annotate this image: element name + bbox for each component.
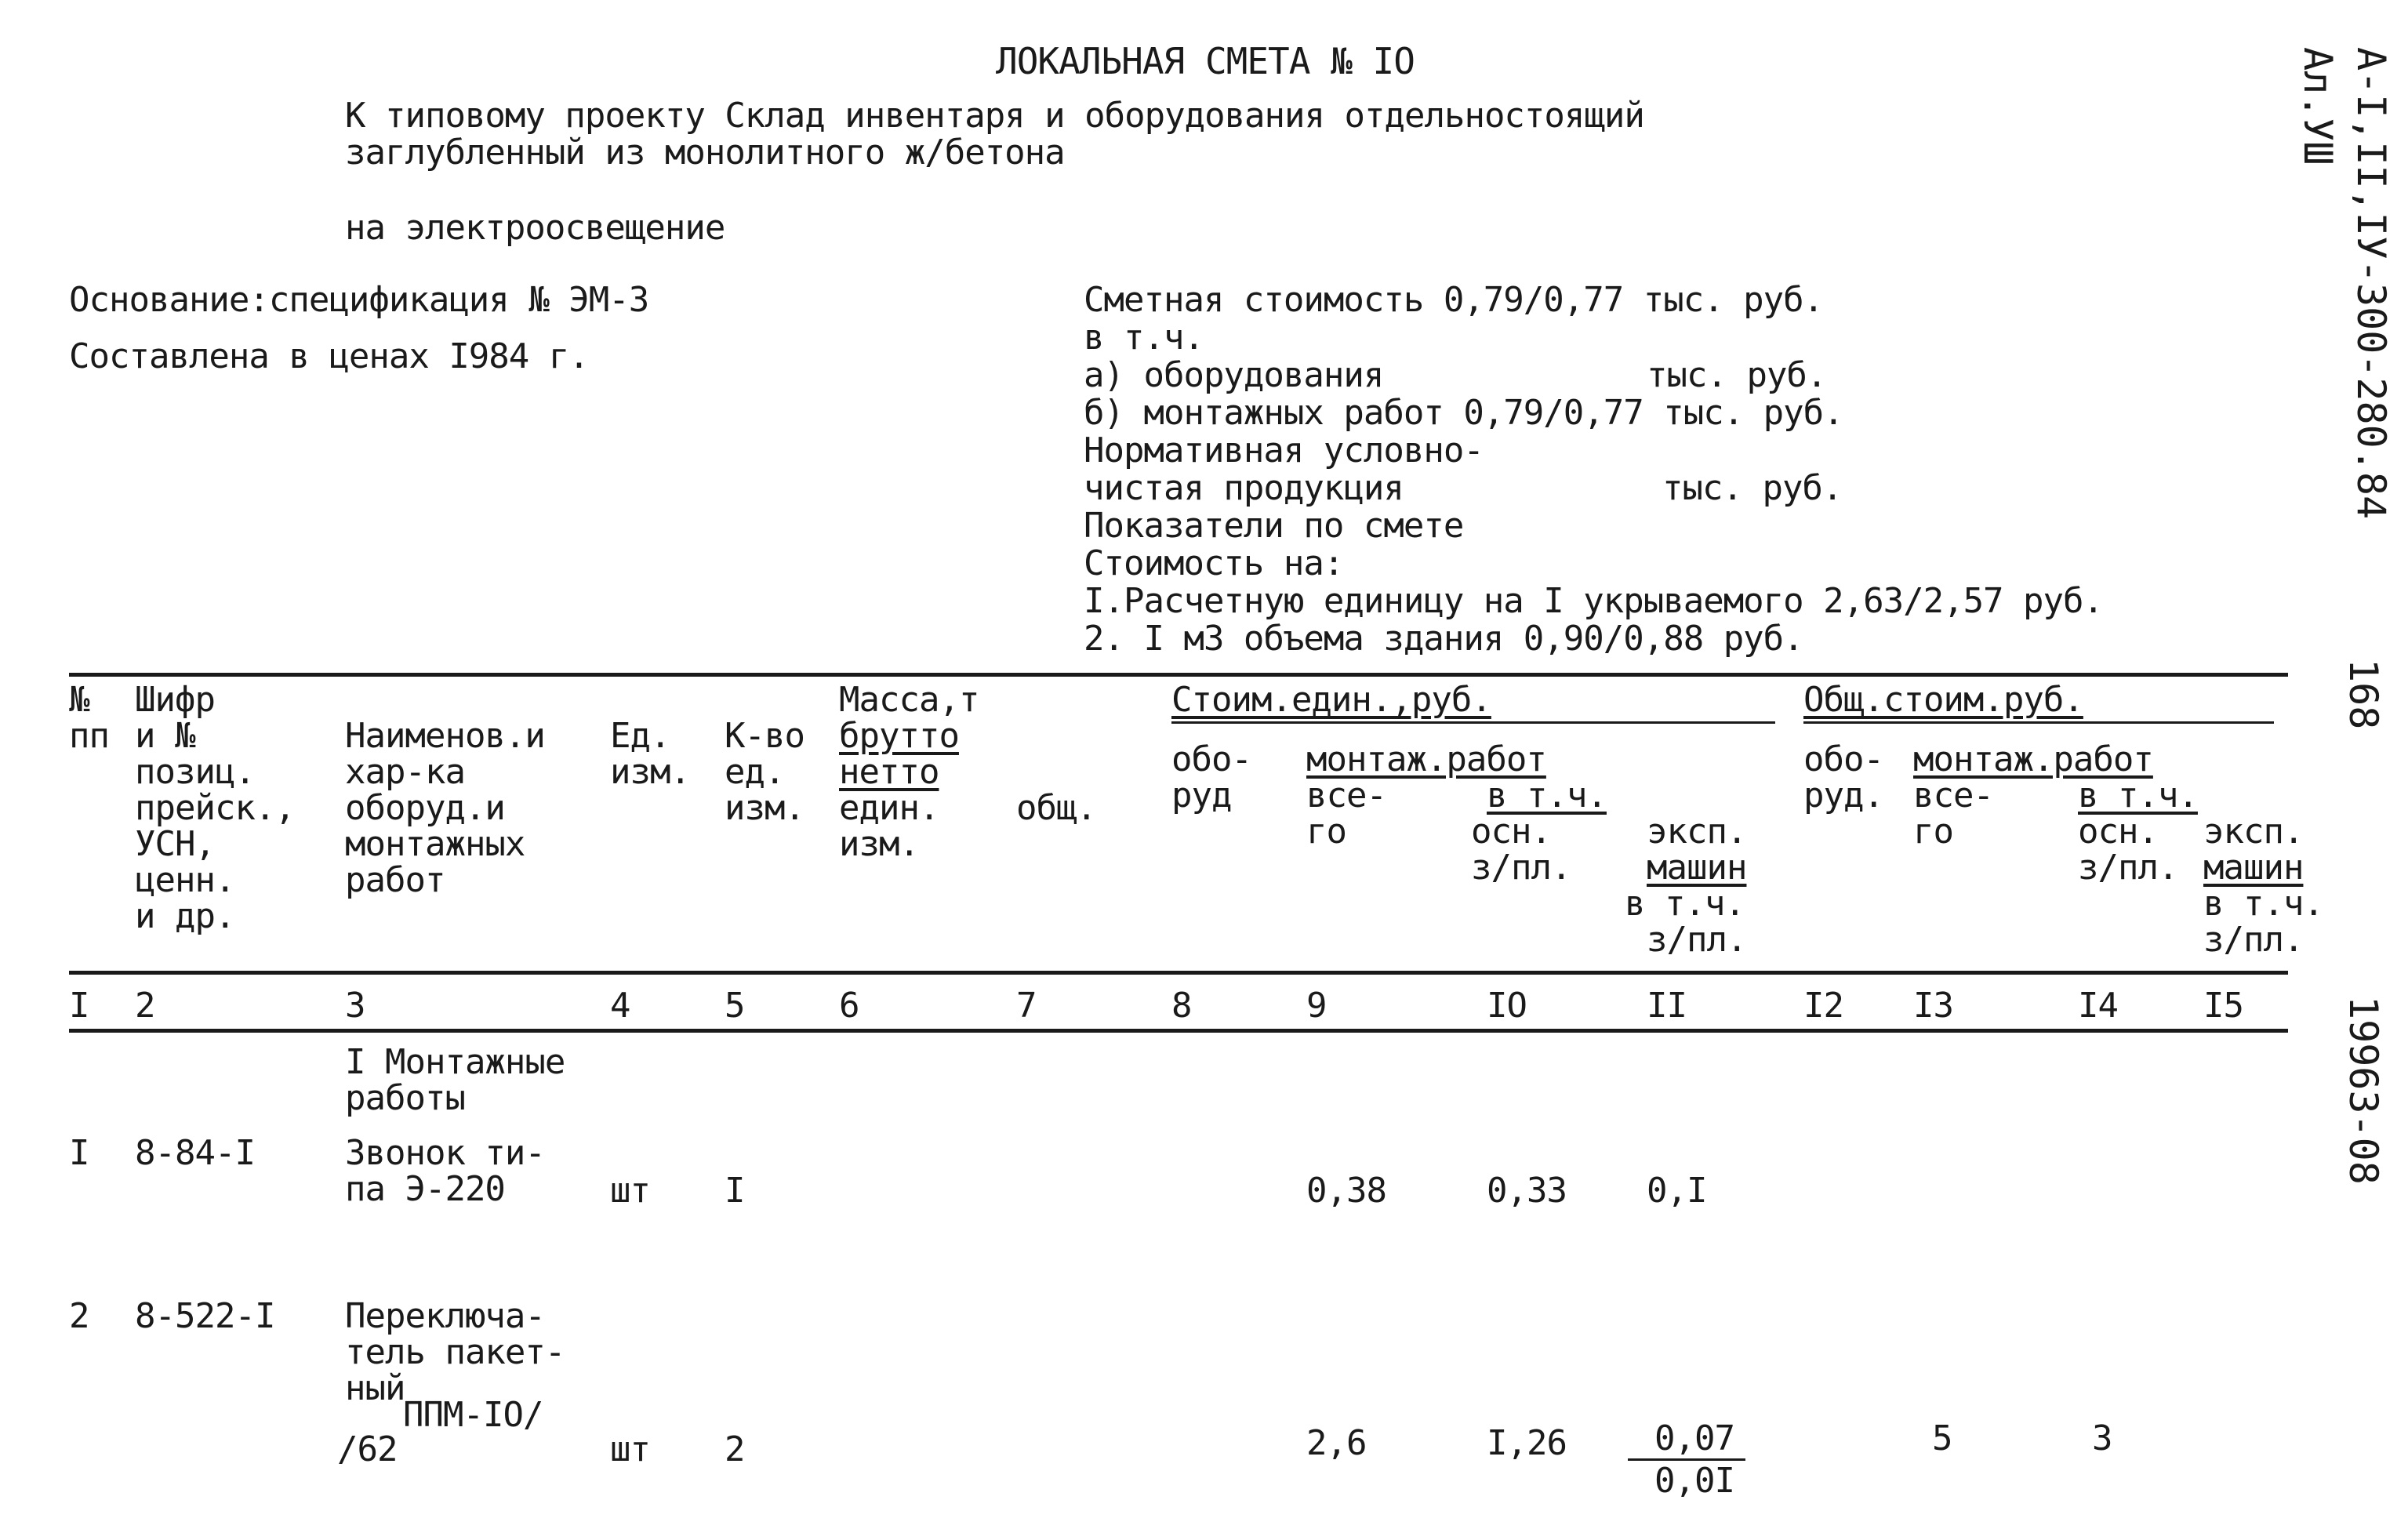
header-name-3: оборуд.и — [345, 788, 505, 828]
col-number: 3 — [345, 986, 365, 1026]
header-mass-netto: нетто — [839, 752, 939, 792]
header-total-machines-incl: в т.ч. — [2203, 884, 2323, 924]
header-unit-cost-group: Стоим.един.,руб. — [1171, 680, 1491, 720]
header-code-2: и № — [135, 716, 195, 756]
column-number-rule — [69, 1029, 2288, 1033]
col-number: 2 — [135, 986, 155, 1026]
summary-normative-1: Нормативная условно- — [1084, 430, 1484, 470]
section-title-2: работы — [345, 1078, 465, 1118]
summary-including: в т.ч. — [1084, 318, 1204, 358]
header-total-incl: в т.ч. — [2078, 775, 2198, 815]
col-number: 5 — [725, 986, 745, 1026]
header-total-base-pay-2: з/пл. — [2078, 848, 2178, 888]
header-qty-2: ед. — [725, 752, 785, 792]
summary-unit-cost: I.Расчетную единицу на I укрываемого 2,63/2,57 руб. — [1084, 581, 2104, 621]
header-code-1: Шифр — [135, 680, 215, 720]
page-number: 168 — [2341, 659, 2386, 730]
row-qty: I — [725, 1171, 745, 1211]
header-total-base-pay-1: осн. — [2078, 812, 2158, 852]
header-unit-machines-u: машин — [1647, 848, 1747, 888]
header-mass-unit-2: изм. — [839, 824, 919, 864]
header-unit-equip-1: обо- — [1171, 739, 1251, 779]
project-line-2: заглубленный из монолитного ж/бетона — [345, 133, 1065, 173]
row-model-bottom: /62 — [337, 1429, 398, 1469]
header-unit-2: изм. — [610, 752, 690, 792]
col-number: I4 — [2078, 986, 2118, 1026]
col-number: I5 — [2203, 986, 2243, 1026]
header-total-equip-2: руд. — [1803, 775, 1883, 815]
summary-indicators: Показатели по смете — [1084, 506, 1464, 546]
project-line-1: К типовому проекту Склад инвентаря и оборудования отдельностоящий — [345, 96, 1644, 136]
document-number: 19963-08 — [2341, 996, 2386, 1185]
row-name-3: ный — [345, 1368, 405, 1408]
row-unit-mont-total: 0,38 — [1306, 1171, 1386, 1211]
table-header-rule — [69, 971, 2288, 975]
header-name-1: Наименов.и — [345, 716, 545, 756]
header-name-2: хар-ка — [345, 752, 465, 792]
header-qty-3: изм. — [725, 788, 804, 828]
header-mass: Масса,т — [839, 680, 979, 720]
header-qty-1: К-во — [725, 716, 804, 756]
row-code: 8-522-I — [135, 1296, 275, 1336]
summary-total-cost: Сметная стоимость 0,79/0,77 тыс. руб. — [1084, 280, 1824, 320]
row-unit: шт — [610, 1429, 650, 1469]
col-number: 9 — [1306, 986, 1327, 1026]
header-code-3: позиц. — [135, 752, 255, 792]
header-unit-machines: эксп. — [1647, 812, 1747, 852]
row-name-2: па Э-220 — [345, 1169, 505, 1209]
header-code-4: прейск., — [135, 788, 295, 828]
row-unit-machines-pay: 0,0I — [1654, 1461, 1734, 1501]
header-unit-mont-all-2: го — [1306, 812, 1346, 852]
header-unit-mont-all-1: все- — [1306, 775, 1386, 815]
row-name-1: Звонок ти- — [345, 1133, 545, 1173]
table-top-rule — [69, 673, 2288, 677]
row-unit: шт — [610, 1171, 650, 1211]
summary-normative-unit: тыс. руб. — [1662, 468, 1843, 508]
col-number: 8 — [1171, 986, 1192, 1026]
header-unit-base-pay-2: з/пл. — [1471, 848, 1571, 888]
section-title-1: I Монтажные — [345, 1042, 565, 1082]
header-mass-brutto: брутто — [839, 716, 959, 756]
header-total-mont-all-1: все- — [1913, 775, 1993, 815]
header-code-5: УСН, — [135, 824, 215, 864]
header-unit-equip-2: руд — [1171, 775, 1232, 815]
summary-equipment: а) оборудования — [1084, 355, 1384, 395]
row-unit-machines: 0,I — [1647, 1171, 1707, 1211]
col-number: II — [1647, 986, 1687, 1026]
header-total-cost-group: Общ.стоим.руб. — [1803, 680, 2083, 720]
header-total-machines-pay: з/пл. — [2203, 920, 2304, 960]
header-total-equip-1: обо- — [1803, 739, 1883, 779]
summary-normative-2: чистая продукция — [1084, 468, 1404, 508]
header-code-6: ценн. — [135, 860, 235, 900]
row-unit-machines: 0,07 — [1654, 1418, 1734, 1458]
row-unit-mont-total: 2,6 — [1306, 1423, 1367, 1463]
header-unit-base-pay-1: осн. — [1471, 812, 1551, 852]
col-number: 7 — [1016, 986, 1037, 1026]
header-num: № — [69, 680, 89, 720]
summary-equipment-unit: тыс. руб. — [1647, 355, 1827, 395]
side-code-1: А-I,II,IУ-300-280.84 — [2348, 47, 2394, 520]
document-title: ЛОКАЛЬНАЯ СМЕТА № IO — [996, 40, 1415, 82]
header-total-mont-group: монтаж.работ — [1913, 739, 2153, 779]
row-name-1: Переключа- — [345, 1296, 545, 1336]
row-unit-base-pay: 0,33 — [1487, 1171, 1567, 1211]
total-cost-group-rule — [1803, 721, 2274, 724]
side-code-2: Ал.УШ — [2295, 47, 2341, 165]
header-unit-machines-pay: з/пл. — [1647, 920, 1747, 960]
estimate-purpose: на электроосвещение — [345, 208, 725, 248]
header-unit-machines-incl: в т.ч. — [1625, 884, 1745, 924]
header-total-machines: эксп. — [2203, 812, 2304, 852]
header-name-4: монтажных — [345, 824, 525, 864]
row-code: 8-84-I — [135, 1133, 255, 1173]
header-unit-incl: в т.ч. — [1487, 775, 1607, 815]
row-name-2: тель пакет- — [345, 1332, 565, 1372]
col-number: 6 — [839, 986, 859, 1026]
row-number: I — [69, 1133, 89, 1173]
col-number: IO — [1487, 986, 1527, 1026]
header-unit-1: Ед. — [610, 716, 670, 756]
unit-cost-group-rule — [1171, 721, 1775, 724]
row-total-mont: 5 — [1932, 1418, 1952, 1458]
summary-installation: б) монтажных работ 0,79/0,77 тыс. руб. — [1084, 393, 1843, 433]
price-level: Составлена в ценах I984 г. — [69, 336, 589, 376]
header-mass-unit-1: един. — [839, 788, 939, 828]
header-total-mont-all-2: го — [1913, 812, 1953, 852]
header-mass-total: общ. — [1016, 788, 1096, 828]
row-total-base-pay: 3 — [2092, 1418, 2112, 1458]
row-model-top: ППМ-IO/ — [403, 1395, 543, 1435]
col-number: I — [69, 986, 89, 1026]
col-number: I3 — [1913, 986, 1953, 1026]
header-name-5: работ — [345, 860, 445, 900]
col-number: I2 — [1803, 986, 1843, 1026]
header-num-2: пп — [69, 716, 109, 756]
header-total-machines-u: машин — [2203, 848, 2304, 888]
col-number: 4 — [610, 986, 630, 1026]
row-unit-base-pay: I,26 — [1487, 1423, 1567, 1463]
estimate-basis: Основание:спецификация № ЭМ-3 — [69, 280, 649, 320]
row-qty: 2 — [725, 1429, 745, 1469]
header-unit-mont-group: монтаж.работ — [1306, 739, 1546, 779]
header-code-7: и др. — [135, 896, 235, 936]
summary-volume-cost: 2. I м3 объема здания 0,90/0,88 руб. — [1084, 619, 1803, 659]
row-number: 2 — [69, 1296, 89, 1336]
summary-cost-for: Стоимость на: — [1084, 543, 1344, 583]
